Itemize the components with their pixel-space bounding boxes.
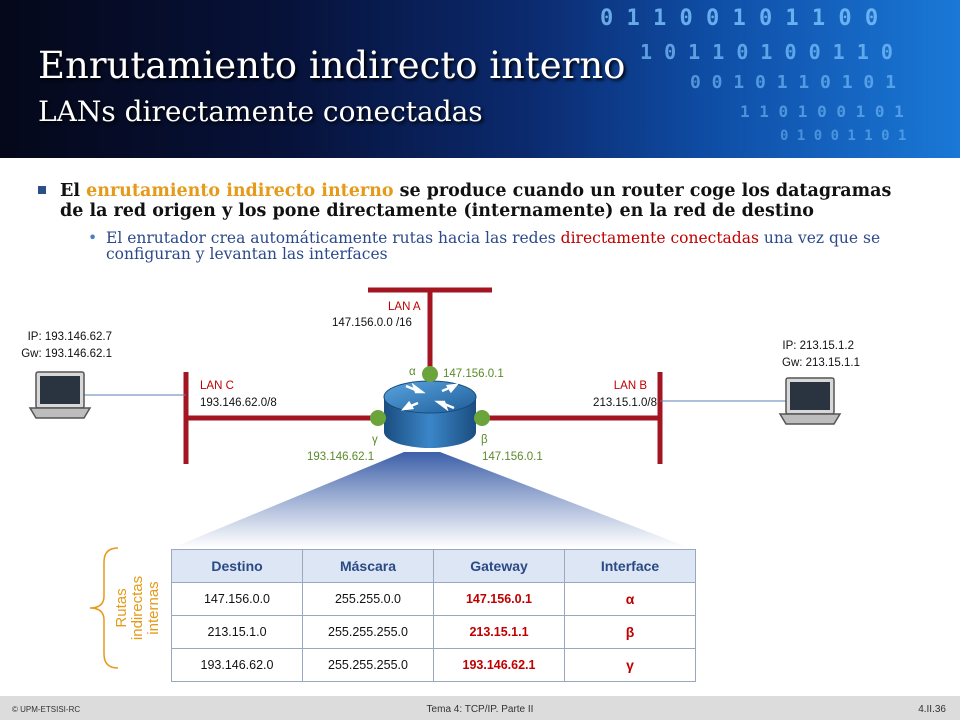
interface-gamma-ip: 193.146.62.1 <box>307 451 375 463</box>
interface-beta-label: β <box>481 434 488 446</box>
cell-destino: 213.15.1.0 <box>172 616 303 649</box>
cell-gateway: 193.146.62.1 <box>434 649 565 682</box>
slide-subtitle: LANs directamente conectadas <box>38 95 483 128</box>
cell-mascara: 255.255.255.0 <box>303 649 434 682</box>
sub-bullet-pre: El enrutador crea automáticamente rutas hacia las redes <box>106 229 561 247</box>
laptop-right-icon <box>780 378 840 424</box>
cell-destino: 147.156.0.0 <box>172 583 303 616</box>
header-gateway: Gateway <box>434 550 565 583</box>
main-bullet-post: se produce cuando un router coge los datagramas de la red origen y los pone directamente (internamente) en la red de destino <box>60 181 892 221</box>
binary-decoration: 1 1 0 1 0 0 1 0 1 <box>740 102 904 121</box>
host-left-ip: IP: 193.146.62.7 <box>27 331 112 343</box>
interface-alpha-dot <box>422 366 438 382</box>
lan-c-name: LAN C <box>200 380 234 392</box>
main-bullet-highlight: enrutamiento indirecto interno <box>86 181 394 201</box>
interface-alpha-label: α <box>409 366 416 378</box>
header-interface: Interface <box>565 550 696 583</box>
cell-mascara: 255.255.255.0 <box>303 616 434 649</box>
table-row <box>172 583 696 616</box>
routing-table <box>171 549 696 682</box>
side-label-line-3: internas <box>145 581 162 635</box>
host-right-ip: IP: 213.15.1.2 <box>782 340 854 352</box>
header-destino: Destino <box>172 550 303 583</box>
interface-beta-ip: 147.156.0.1 <box>482 451 543 463</box>
binary-decoration: 0 1 0 0 1 1 0 1 <box>780 128 907 144</box>
side-label <box>94 548 174 668</box>
lan-a-network: 147.156.0.0 /16 <box>332 317 412 329</box>
table-row <box>172 649 696 682</box>
router-icon <box>384 381 476 448</box>
footer-page-number: 4.II.36 <box>918 704 946 715</box>
lan-b-name: LAN B <box>613 380 647 392</box>
host-right-gw: Gw: 213.15.1.1 <box>782 357 860 369</box>
main-bullet-pre: El <box>60 181 87 201</box>
table-header-row <box>172 550 696 583</box>
dot-bullet-icon: • <box>88 229 98 247</box>
header-mascara: Máscara <box>303 550 434 583</box>
lan-c-network: 193.146.62.0/8 <box>200 397 277 409</box>
cell-gateway: 147.156.0.1 <box>434 583 565 616</box>
host-left-gw: Gw: 193.146.62.1 <box>21 348 112 360</box>
cell-interface: β <box>565 616 696 649</box>
side-label-line-2: indirectas <box>129 575 146 641</box>
interface-gamma-label: γ <box>372 434 378 446</box>
interface-beta-dot <box>474 410 490 426</box>
routing-table-projection <box>172 452 690 548</box>
laptop-left-icon <box>30 372 90 418</box>
side-label-line-1: Rutas <box>113 588 130 628</box>
sub-bullet-post: una vez que se configuran y levantan las interfaces <box>106 229 881 263</box>
cell-destino: 193.146.62.0 <box>172 649 303 682</box>
slide-title: Enrutamiento indirecto interno <box>38 44 626 87</box>
cell-interface: α <box>565 583 696 616</box>
interface-gamma-dot <box>370 410 386 426</box>
cell-mascara: 255.255.0.0 <box>303 583 434 616</box>
interface-alpha-ip: 147.156.0.1 <box>443 368 504 380</box>
cell-gateway: 213.15.1.1 <box>434 616 565 649</box>
footer-course: Tema 4: TCP/IP. Parte II <box>426 704 534 715</box>
lan-b-network: 213.15.1.0/8 <box>593 397 657 409</box>
sub-bullet-highlight: directamente conectadas <box>560 229 759 247</box>
binary-decoration: 1 0 1 1 0 1 0 0 1 1 0 <box>640 40 893 64</box>
cell-interface: γ <box>565 649 696 682</box>
lan-a-name: LAN A <box>388 301 421 313</box>
binary-decoration: 0 0 1 0 1 1 0 1 0 1 <box>690 72 896 93</box>
footer-copyright: © UPM-ETSISI-RC <box>12 705 81 714</box>
binary-decoration: 0 1 1 0 0 1 0 1 1 0 0 <box>600 6 879 31</box>
table-row <box>172 616 696 649</box>
